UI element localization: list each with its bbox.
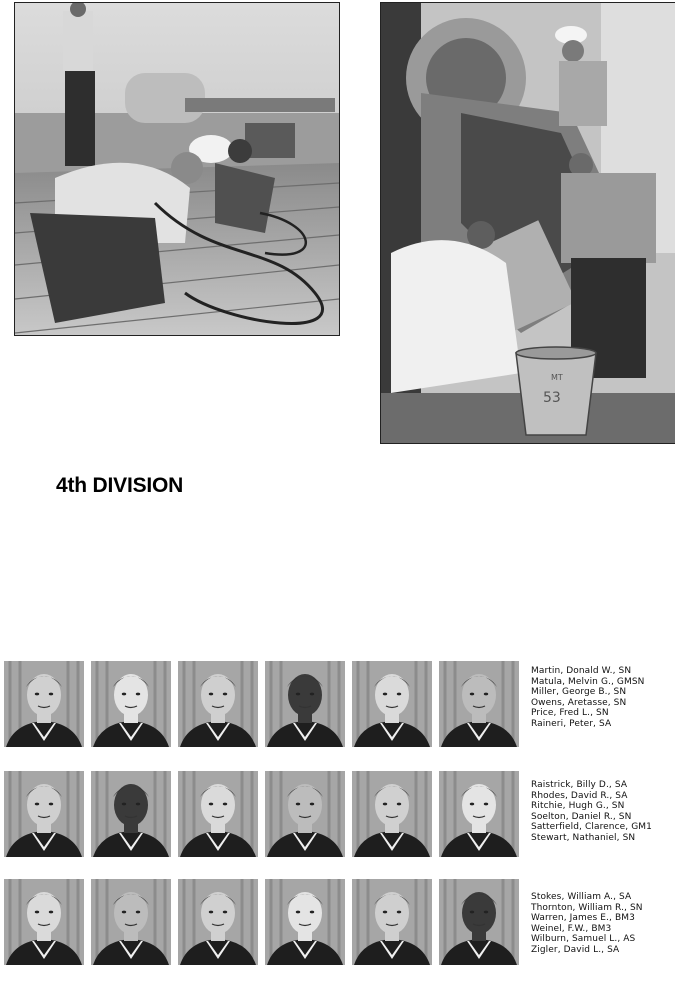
sailor-portrait <box>91 661 171 747</box>
name-entry: Wilburn, Samuel L., AS <box>531 934 636 945</box>
sailor-portrait <box>439 661 519 747</box>
sailor-portrait <box>178 771 258 857</box>
name-entry: Satterfield, Clarence, GM1 <box>531 822 652 833</box>
name-entry: Price, Fred L., SN <box>531 708 609 719</box>
name-entry: Stewart, Nathaniel, SN <box>531 832 636 843</box>
portrait-photo-icon <box>265 771 345 857</box>
sailor-portrait <box>439 771 519 857</box>
portrait-photo-icon <box>4 879 84 965</box>
portrait-photo-icon <box>352 661 432 747</box>
name-entry: Raineri, Peter, SA <box>531 718 612 729</box>
names-row-2 <box>531 780 675 844</box>
name-entry: Matula, Melvin G., GMSN <box>531 676 645 687</box>
sailor-portrait <box>4 771 84 857</box>
name-entry: Stokes, William A., SA <box>531 892 632 902</box>
division-title: 4th DIVISION <box>56 474 184 497</box>
sailor-portrait <box>265 771 345 857</box>
sailor-portrait <box>4 661 84 747</box>
name-entry: Soelton, Daniel R., SN <box>531 811 632 822</box>
portrait-photo-icon <box>91 771 171 857</box>
portrait-photo-icon <box>178 879 258 965</box>
portrait-row-2 <box>4 771 526 861</box>
sailor-portrait <box>265 879 345 965</box>
name-entry: Warren, James E., BM3 <box>531 913 635 924</box>
photo-gun-mount-crew-icon <box>381 3 675 443</box>
sailor-portrait <box>352 661 432 747</box>
name-entry: Thornton, William R., SN <box>531 902 643 913</box>
sailor-portrait <box>352 879 432 965</box>
portrait-photo-icon <box>4 661 84 747</box>
sailor-portrait <box>265 661 345 747</box>
portrait-photo-icon <box>352 879 432 965</box>
bucket-label-number: 53 <box>543 390 561 406</box>
portrait-row-1 <box>4 661 526 751</box>
name-entry: Rhodes, David R., SA <box>531 790 628 801</box>
name-entry: Raistrick, Billy D., SA <box>531 780 628 790</box>
portrait-photo-icon <box>439 879 519 965</box>
photo-deck-work <box>14 2 340 336</box>
photo-gun-mount <box>380 2 675 444</box>
bucket-label-top: MT <box>551 373 563 382</box>
photo-sailors-on-deck-icon <box>15 3 339 335</box>
name-entry: Miller, George B., SN <box>531 687 627 698</box>
sailor-portrait <box>178 661 258 747</box>
portrait-row-3 <box>4 879 526 969</box>
portrait-photo-icon <box>265 661 345 747</box>
portrait-photo-icon <box>352 771 432 857</box>
name-entry: Ritchie, Hugh G., SN <box>531 801 625 812</box>
names-row-1 <box>531 666 675 730</box>
sailor-portrait <box>91 879 171 965</box>
portrait-photo-icon <box>439 771 519 857</box>
portrait-photo-icon <box>91 879 171 965</box>
portrait-photo-icon <box>178 661 258 747</box>
sailor-portrait <box>178 879 258 965</box>
sailor-portrait <box>439 879 519 965</box>
portrait-photo-icon <box>265 879 345 965</box>
name-entry: Weinel, F.W., BM3 <box>531 923 612 934</box>
names-row-3 <box>531 892 675 956</box>
sailor-portrait <box>91 771 171 857</box>
portrait-photo-icon <box>439 661 519 747</box>
sailor-portrait <box>4 879 84 965</box>
sailor-portrait <box>352 771 432 857</box>
name-entry: Zigler, David L., SA <box>531 944 620 955</box>
portrait-photo-icon <box>178 771 258 857</box>
name-entry: Owens, Aretasse, SN <box>531 697 627 708</box>
portrait-photo-icon <box>91 661 171 747</box>
name-entry: Martin, Donald W., SN <box>531 666 632 676</box>
portrait-photo-icon <box>4 771 84 857</box>
